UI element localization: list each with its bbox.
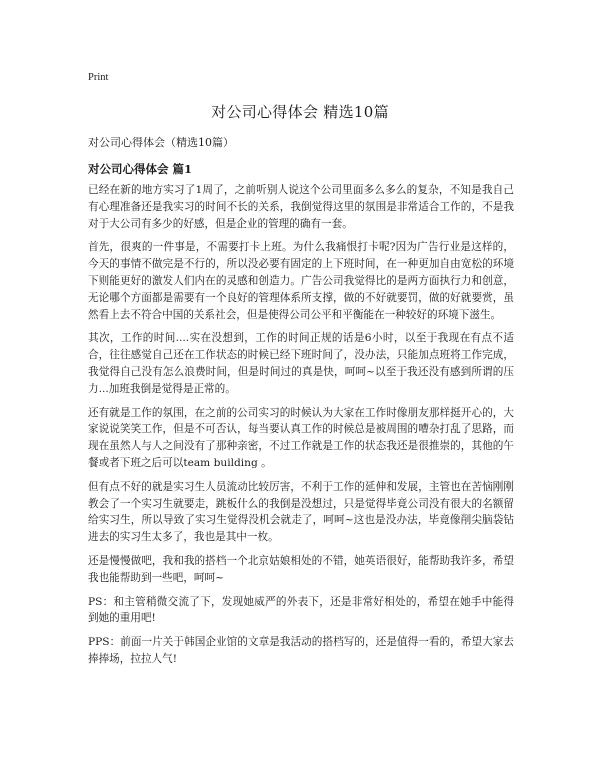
paragraph-5: 但有点不好的就是实习生人员流动比较厉害，不利于工作的延伸和发展，主管也在苦恼刚刚教会了一个实习生就要走，跳板什么的我倒是没想过，只是觉得毕竟公司没有很大的名额留给实习生，所以导致了实习生觉得没机会就走了，呵呵~这也是没办法，毕竟像削尖脑袋钻进去的实习生太多了，我也是其中一枚。 bbox=[88, 480, 514, 544]
document-subtitle: 对公司心得体会（精选10篇） bbox=[88, 136, 234, 149]
paragraph-7: PS：和主管稍微交流了下，发现她威严的外表下，还是非常好相处的，希望在她手中能得到她的重用吧! bbox=[88, 595, 514, 625]
paragraph-2: 首先，很爽的一件事是，不需要打卡上班。为什么我痛恨打卡呢?因为广告行业是这样的，今天的事情不做完是不行的，所以没必要有固定的上下班时间，在一种更加自由宽松的环境下则能更好的激发人们内在的灵感和创造力。广告公司我觉得比的是两方面执行力和创意，无论哪个方面都是需要有一个良好的管理体系所支撑，做的不好就要罚，做的好就要赏，虽然看上去不符合中国的关系社会，但是使得公司公平和平衡能在一种较好的环境下滋生。 bbox=[88, 241, 514, 321]
paragraph-3: 其次，工作的时间....实在没想到，工作的时间正规的话是6小时，以至于我现在有点不适合，往往感觉自己还在工作状态的时候已经下班时间了，没办法，只能加点班将工作完成，我觉得自己没有怎么浪费时间，但是时间过的真是快，呵呵~以至于我还没有感到所谓的压力...加班我倒是觉得是正常的。 bbox=[88, 332, 514, 395]
page-title: 对公司心得体会 精选10篇 bbox=[211, 103, 389, 121]
print-label: Print bbox=[88, 72, 109, 83]
paragraph-4: 还有就是工作的氛围，在之前的公司实习的时候认为大家在工作时像朋友那样挺开心的，大家说说笑笑工作，但是不可否认，每当要认真工作的时候总是被周围的嘈杂打乱了思路，而现在虽然人与人之间没有了那种亲密，不过工作就是工作的状态我还是很推崇的，其他的午餐或者下班之后可以team building 。 bbox=[88, 406, 514, 469]
paragraph-1: 已经在新的地方实习了1周了，之前听别人说这个公司里面多么多么的复杂，不知是我自己有心理准备还是我实习的时间不长的关系，我倒觉得这里的氛围是非常适合工作的，不是我对于大公司有多少的好感，但是企业的管理的确有一套。 bbox=[88, 184, 514, 230]
paragraph-8: PPS：前面一片关于韩国企业馆的文章是我活动的搭档写的，还是值得一看的，希望大家去捧捧场，拉拉人气! bbox=[88, 636, 514, 665]
section-heading: 对公司心得体会 篇1 bbox=[88, 162, 193, 176]
paragraph-6: 还是慢慢做吧，我和我的搭档一个北京姑娘相处的不错，她英语很好，能帮助我许多，希望我也能帮助到一些吧，呵呵~ bbox=[88, 554, 514, 584]
article-body bbox=[88, 182, 514, 675]
